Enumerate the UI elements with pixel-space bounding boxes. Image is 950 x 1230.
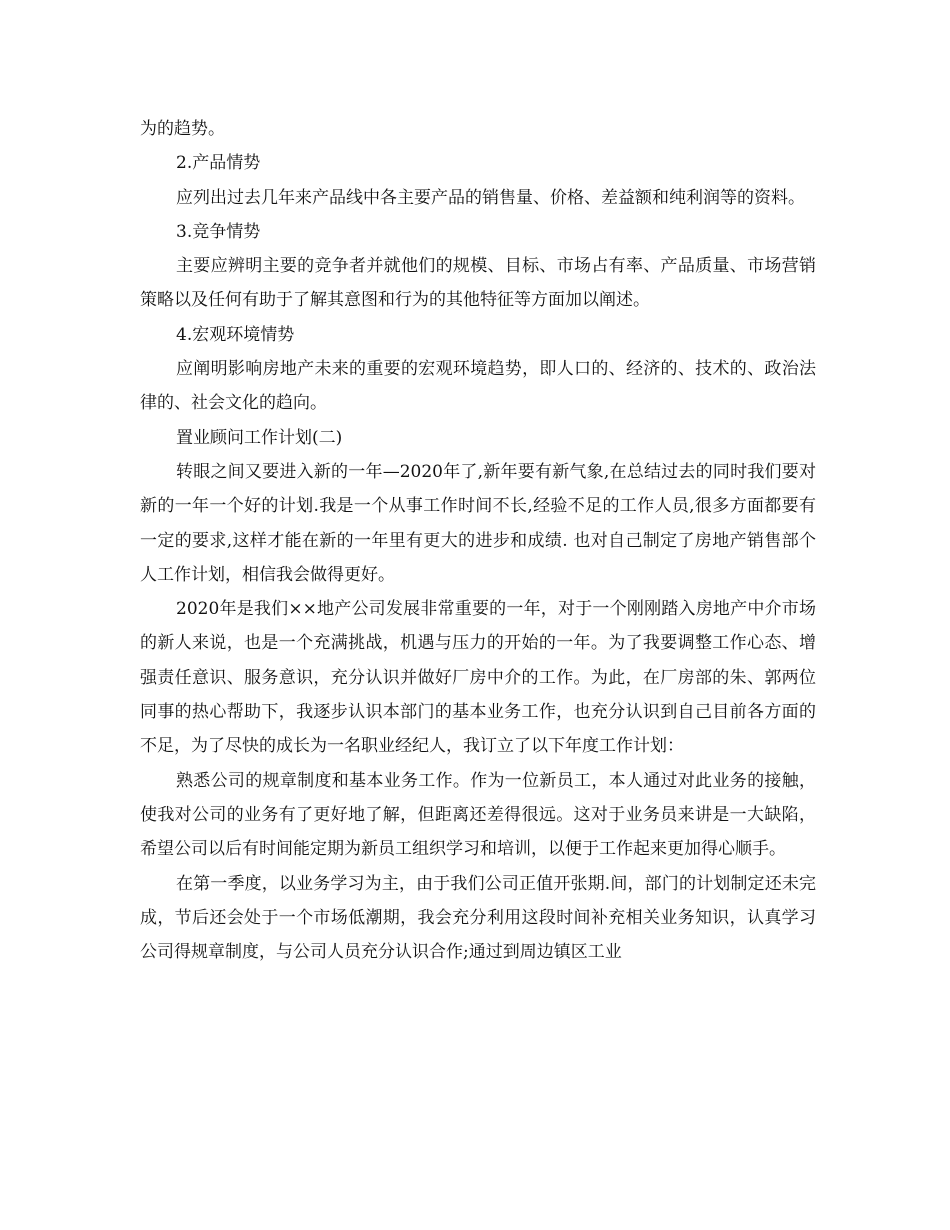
paragraph-competition-situation: 主要应辨明主要的竞争者并就他们的规模、目标、市场占有率、产品质量、市场营销策略以及任何有助于了解其意图和行为的其他特征等方面加以阐述。	[140, 256, 816, 311]
paragraph-macro-environment: 应阐明影响房地产未来的重要的宏观环境趋势，即人口的、经济的、技术的、政治法律的、社会文化的趋向。	[140, 359, 816, 414]
heading-macro-environment: 4.宏观环境情势	[176, 324, 295, 345]
paragraph-continuation: 为的趋势。	[140, 119, 225, 139]
paragraph-product-situation: 应列出过去几年来产品线中各主要产品的销售量、价格、差益额和纯利润等的资料。	[176, 187, 805, 208]
heading-product-situation: 2.产品情势	[176, 153, 261, 174]
section-title-work-plan-2: 置业顾问工作计划(二)	[176, 427, 343, 448]
document-body	[140, 112, 816, 969]
paragraph-rules-familiarity: 熟悉公司的规章制度和基本业务工作。作为一位新员工，本人通过对此业务的接触，使我对公司的业务有了更好地了解，但距离还差得很远。这对于业务员来讲是一大缺陷，希望公司以后有时间能定期为新员工组织学习和培训，以便于工作起来更加得心顺手。	[140, 770, 816, 860]
paragraph-first-quarter: 在第一季度，以业务学习为主，由于我们公司正值开张期.间，部门的计划制定还未完成，节后还会处于一个市场低潮期，我会充分利用这段时间补充相关业务知识，认真学习公司得规章制度，与公司人员充分认识合作;通过到周边镇区工业	[140, 873, 816, 963]
paragraph-new-year-intro: 转眼之间又要进入新的一年—2020年了,新年要有新气象,在总结过去的同时我们要对新的一年一个好的计划.我是一个从事工作时间不长,经验不足的工作人员,很多方面都要有一定的要求,这样才能在新的一年里有更大的进步和成绩. 也对自己制定了房地产销售部个人工作计划，相信我会做得更好。	[140, 461, 816, 585]
paragraph-company-year: 2020年是我们××地产公司发展非常重要的一年，对于一个刚刚踏入房地产中介市场的新人来说，也是一个充满挑战，机遇与压力的开始的一年。为了我要调整工作心态、增强责任意识、服务意识，充分认识并做好厂房中介的工作。为此，在厂房部的朱、郭两位同事的热心帮助下，我逐步认识本部门的基本业务工作，也充分认识到自己目前各方面的不足，为了尽快的成长为一名职业经纪人，我订立了以下年度工作计划：	[140, 599, 816, 757]
heading-competition-situation: 3.竞争情势	[176, 221, 261, 242]
